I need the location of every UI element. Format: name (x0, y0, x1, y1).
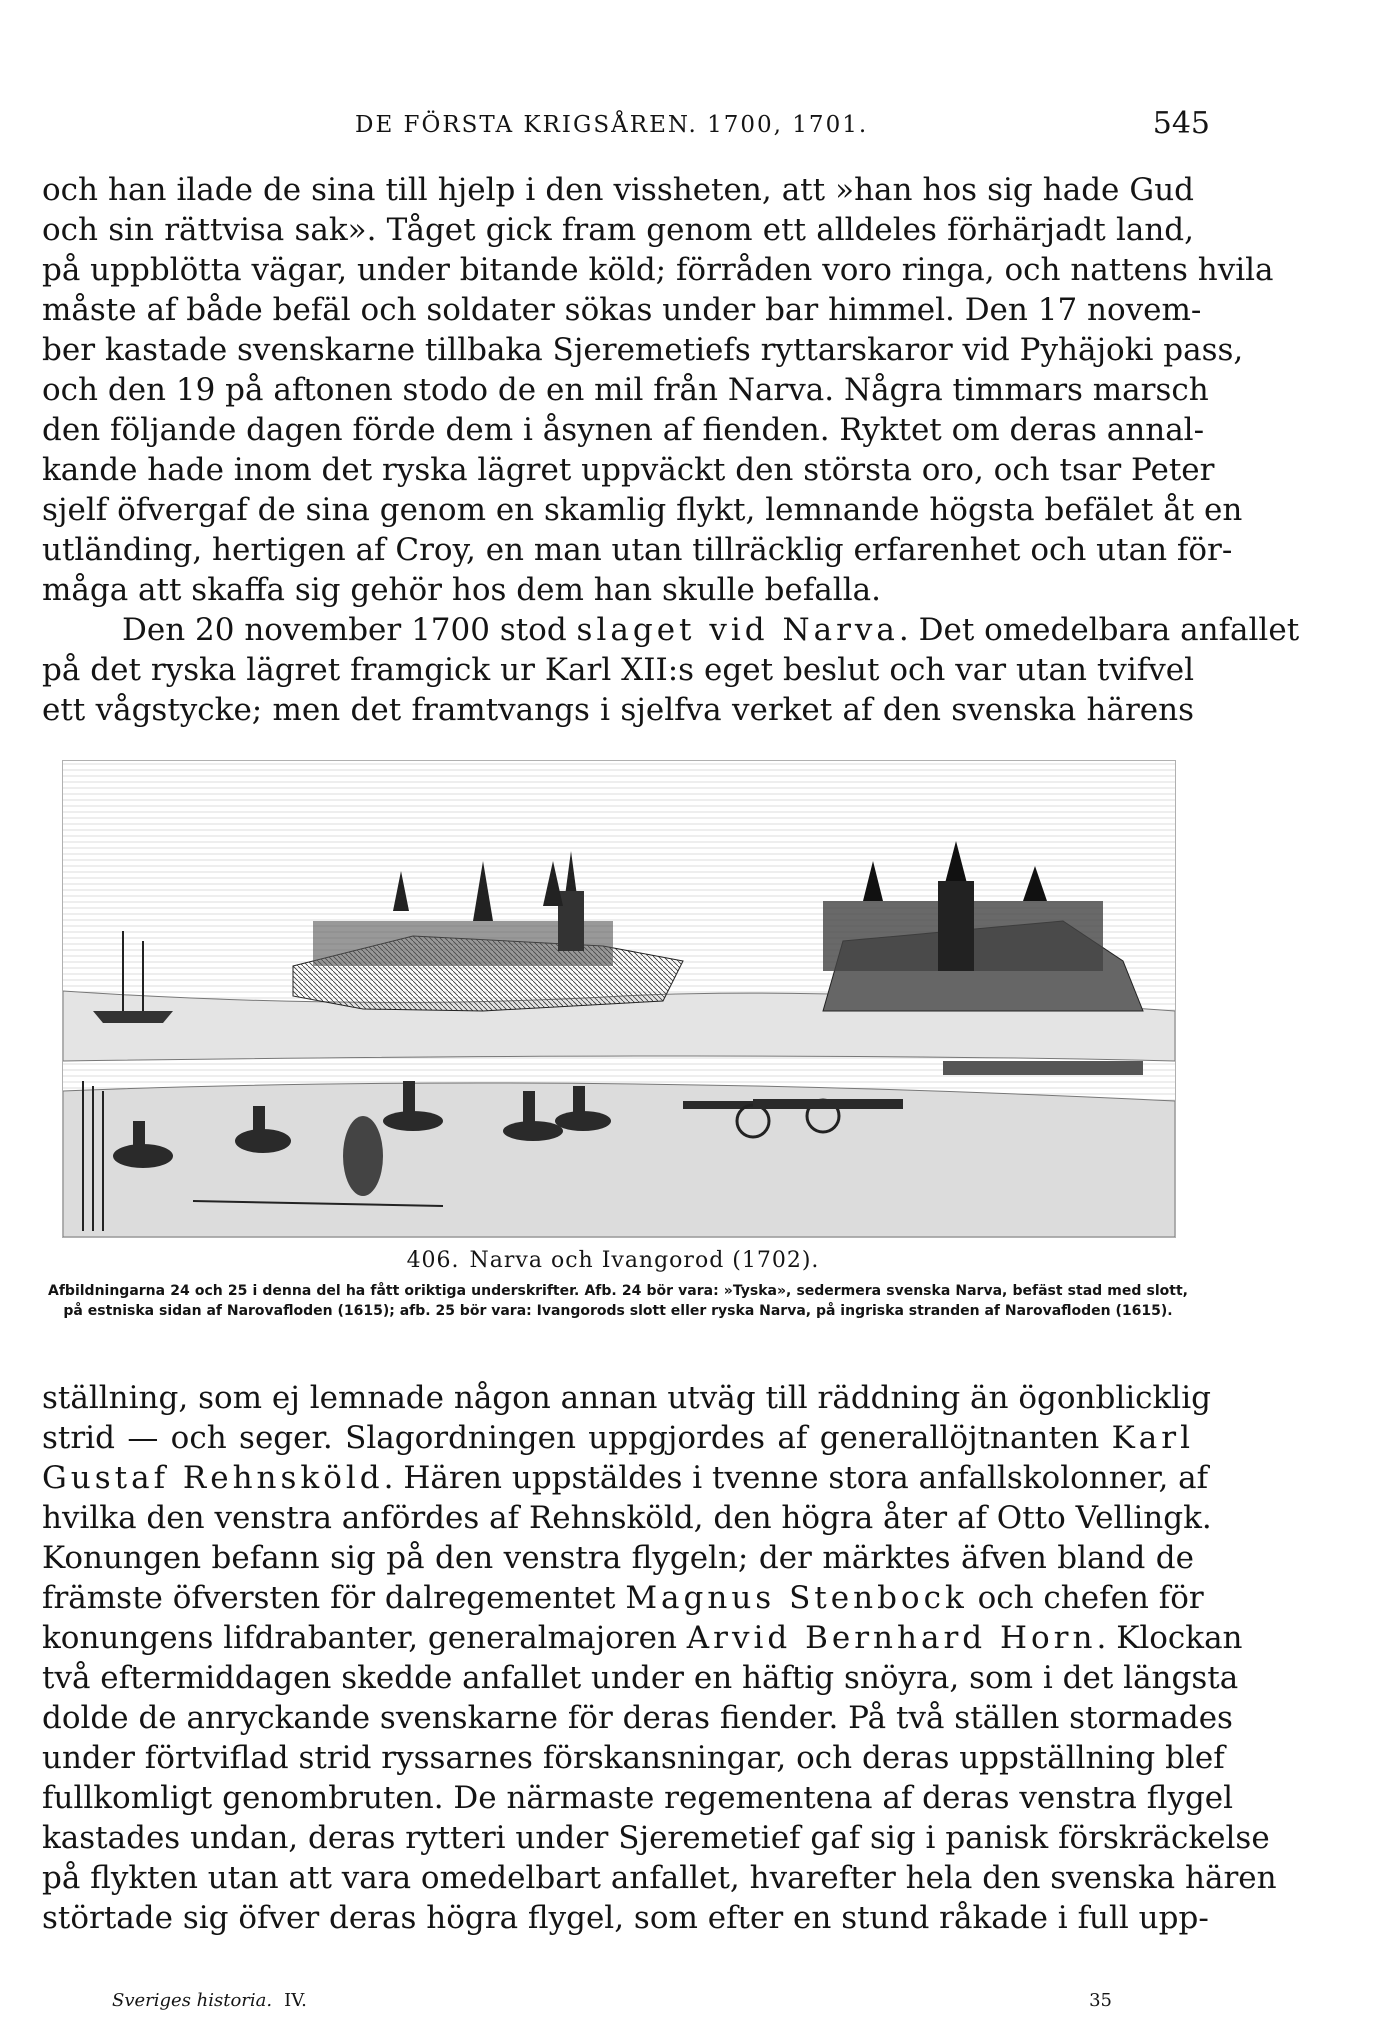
text-line: på flykten utan att vara omedelbart anfallet, hvarefter hela den svenska hären (42, 1860, 1277, 1896)
figure-title: Narva och Ivangorod (1702). (469, 1248, 820, 1273)
text-line: störtade sig öfver deras högra flygel, som efter en stund råkade i full upp- (42, 1900, 1209, 1936)
text-line: och den 19 på aftonen stodo de en mil från Narva. Några timmars marsch (42, 372, 1209, 408)
text-line: på det ryska lägret framgick ur Karl XII:s eget beslut och var utan tvifvel (42, 652, 1194, 688)
spaced-emphasis: Gustaf Rehnsköld (42, 1460, 384, 1496)
text-line: under förtviflad strid ryssarnes förskansningar, och deras uppställning blef (42, 1740, 1225, 1776)
text-line: ett vågstycke; men det framtvangs i sjelfva verket af den svenska härens (42, 692, 1194, 728)
figure-caption (42, 1248, 1194, 1321)
text-line: den följande dagen förde dem i åsynen af fienden. Ryktet om deras annal- (42, 412, 1205, 448)
text-block-bottom (42, 1378, 1277, 1938)
text-line (42, 610, 1300, 650)
footer-book-title (112, 1990, 307, 2011)
text-segment: . Hären uppstäldes i tvenne stora anfallskolonner, af (383, 1460, 1209, 1496)
text-line: och sin rättvisa sak». Tåget gick fram genom ett alldeles förhärjadt land, (42, 212, 1194, 248)
foreground-ground (63, 1083, 1175, 1237)
text-line (42, 1458, 1209, 1498)
text-segment: främste öfversten för dalregementet (42, 1580, 626, 1616)
text-line: Konungen befann sig på den venstra flygeln; der märktes äfven bland de (42, 1540, 1194, 1576)
running-title: DE FÖRSTA KRIGSÅREN. 1700, 1701. (355, 112, 869, 138)
text-line: kande hade inom det ryska lägret uppväckt den största oro, och tsar Peter (42, 452, 1215, 488)
spaced-emphasis: Karl (1111, 1420, 1194, 1456)
engraving-drawing (63, 761, 1175, 1237)
spaced-emphasis: Arvid Bernhard Horn (686, 1620, 1097, 1656)
text-segment: strid — och seger. Slagordningen uppgjordes af generallöjtnanten (42, 1420, 1112, 1456)
text-segment: Den 20 november 1700 stod (122, 612, 577, 648)
text-segment: . Det omedelbara anfallet (898, 612, 1300, 648)
text-line: utländing, hertigen af Croy, en man utan tillräcklig erfarenhet och utan för- (42, 532, 1233, 568)
text-line: fullkomligt genombruten. De närmaste regementena af deras venstra flygel (42, 1780, 1234, 1816)
text-line (42, 1618, 1243, 1658)
text-segment: konungens lifdrabanter, generalmajoren (42, 1620, 687, 1656)
text-line: kastades undan, deras rytteri under Sjeremetief gaf sig i panisk förskräckelse (42, 1820, 1270, 1856)
text-line (42, 1578, 1204, 1618)
caption-title (42, 1248, 1194, 1273)
text-line: och han ilade de sina till hjelp i den vissheten, att »han hos sig hade Gud (42, 172, 1194, 208)
text-line: ber kastade svenskarne tillbaka Sjeremetiefs ryttarskaror vid Pyhäjoki pass, (42, 332, 1244, 368)
spaced-emphasis: Magnus Stenbock (625, 1580, 968, 1616)
text-line: måste af både befäl och soldater sökas under bar himmel. Den 17 novem- (42, 292, 1202, 328)
footer-volume: IV. (284, 1990, 307, 2011)
text-segment: . Klockan (1096, 1620, 1243, 1656)
spaced-emphasis: slaget vid Narva (576, 612, 899, 648)
text-line: måga att skaffa sig gehör hos dem han skulle befalla. (42, 572, 881, 608)
footer-signature: 35 (1089, 1990, 1112, 2011)
page-footer (112, 1990, 1112, 2020)
text-line: dolde de anryckande svenskarne för deras fiender. På två ställen stormades (42, 1700, 1233, 1736)
text-line: två eftermiddagen skedde anfallet under en häftig snöyra, som i det längsta (42, 1660, 1239, 1696)
text-segment: och chefen för (967, 1580, 1204, 1616)
page-header (60, 106, 1210, 152)
text-line: hvilka den venstra anfördes af Rehnsköld, den högra åter af Otto Vellingk. (42, 1500, 1212, 1536)
text-line: sjelf öfvergaf de sina genom en skamlig flykt, lemnande högsta befälet åt en (42, 492, 1243, 528)
caption-note: Afbildningarna 24 och 25 i denna del ha fått oriktiga underskrifter. Afb. 24 bör vara: »Tyska», sedermera svenska Narva, befäst stad med slott, på estniska sidan af Narovafloden (1615); afb. 25 bör vara: Ivangorods slott eller ryska Narva, på ingriska stranden af Narovafloden (1615). (48, 1283, 1188, 1319)
page-number: 545 (1152, 106, 1210, 141)
footer-title-text: Sveriges historia. (112, 1990, 273, 2011)
engraving-narva-ivangorod (62, 760, 1176, 1238)
text-line: ställning, som ej lemnade någon annan utväg till räddning än ögonblicklig (42, 1380, 1211, 1416)
text-line: på uppblötta vägar, under bitande köld; förråden voro ringa, och nattens hvila (42, 252, 1274, 288)
text-block-top (42, 170, 1300, 730)
text-line (42, 1418, 1194, 1458)
figure-number: 406. (406, 1248, 460, 1273)
